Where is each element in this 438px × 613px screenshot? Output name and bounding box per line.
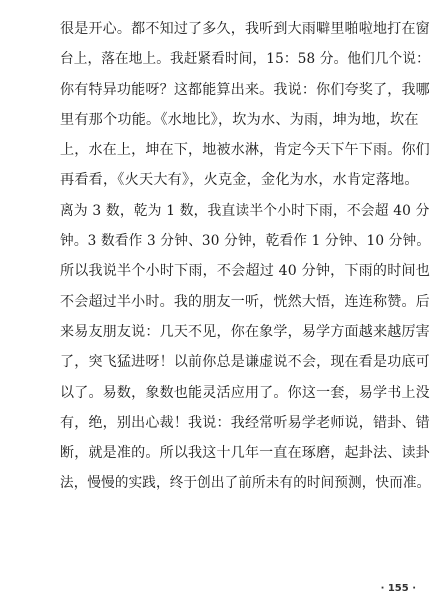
text-line: 以了。易数，象数也能灵活应用了。你这一套，易学书上没 [60,384,430,401]
text-line: 不会超过半小时。我的朋友一听，恍然大悟，连连称赞。后 [60,293,430,310]
text-line: 钟。3 数看作 3 分钟、30 分钟，乾看作 1 分钟、10 分钟。 [60,233,431,250]
text-line: 离为 3 数，乾为 1 数，我直读半个小时下雨，不会超 40 分 [60,202,430,219]
text-line: 断，就是准的。所以我这十几年一直在琢磨，起卦法、读卦 [60,445,430,462]
text-line: 很是开心。都不知过了多久，我听到大雨噼里啪啦地打在窗 [60,21,430,37]
text-line: 你有特异功能呀？这都能算出来。我说：你们夸奖了，我哪 [60,81,430,98]
text-line: 里有那个功能。《水地比》，坎为水、为雨，坤为地，坎在 [60,111,419,128]
text-line: 有，绝，别出心裁！我说：我经常听易学老师说，错卦、错 [60,414,430,431]
text-line: 上，水在上，坤在下，地被水淋，肯定今天下午下雨。你们 [60,142,430,159]
text-line: 来易友朋友说：几天不见，你在象学，易学方面越来越厉害 [60,323,430,340]
text-line: 法，慢慢的实践，终于创出了前所未有的时间预测，快而准。 [60,475,431,492]
page-number: · 155 · [380,583,416,594]
text-line: 台上，落在地上。我赶紧看时间，15：58 分。他们几个说： [60,51,430,68]
text-line: 再看看，《火天大有》，火克金，金化为水，水肯定落地。 [60,172,419,189]
text-line: 了，突飞猛进呀！以前你总是谦虚说不会，现在看是功底可 [60,354,430,371]
text-line: 所以我说半个小时下雨，不会超过 40 分钟，下雨的时间也 [60,263,430,280]
body-text [60,14,434,499]
